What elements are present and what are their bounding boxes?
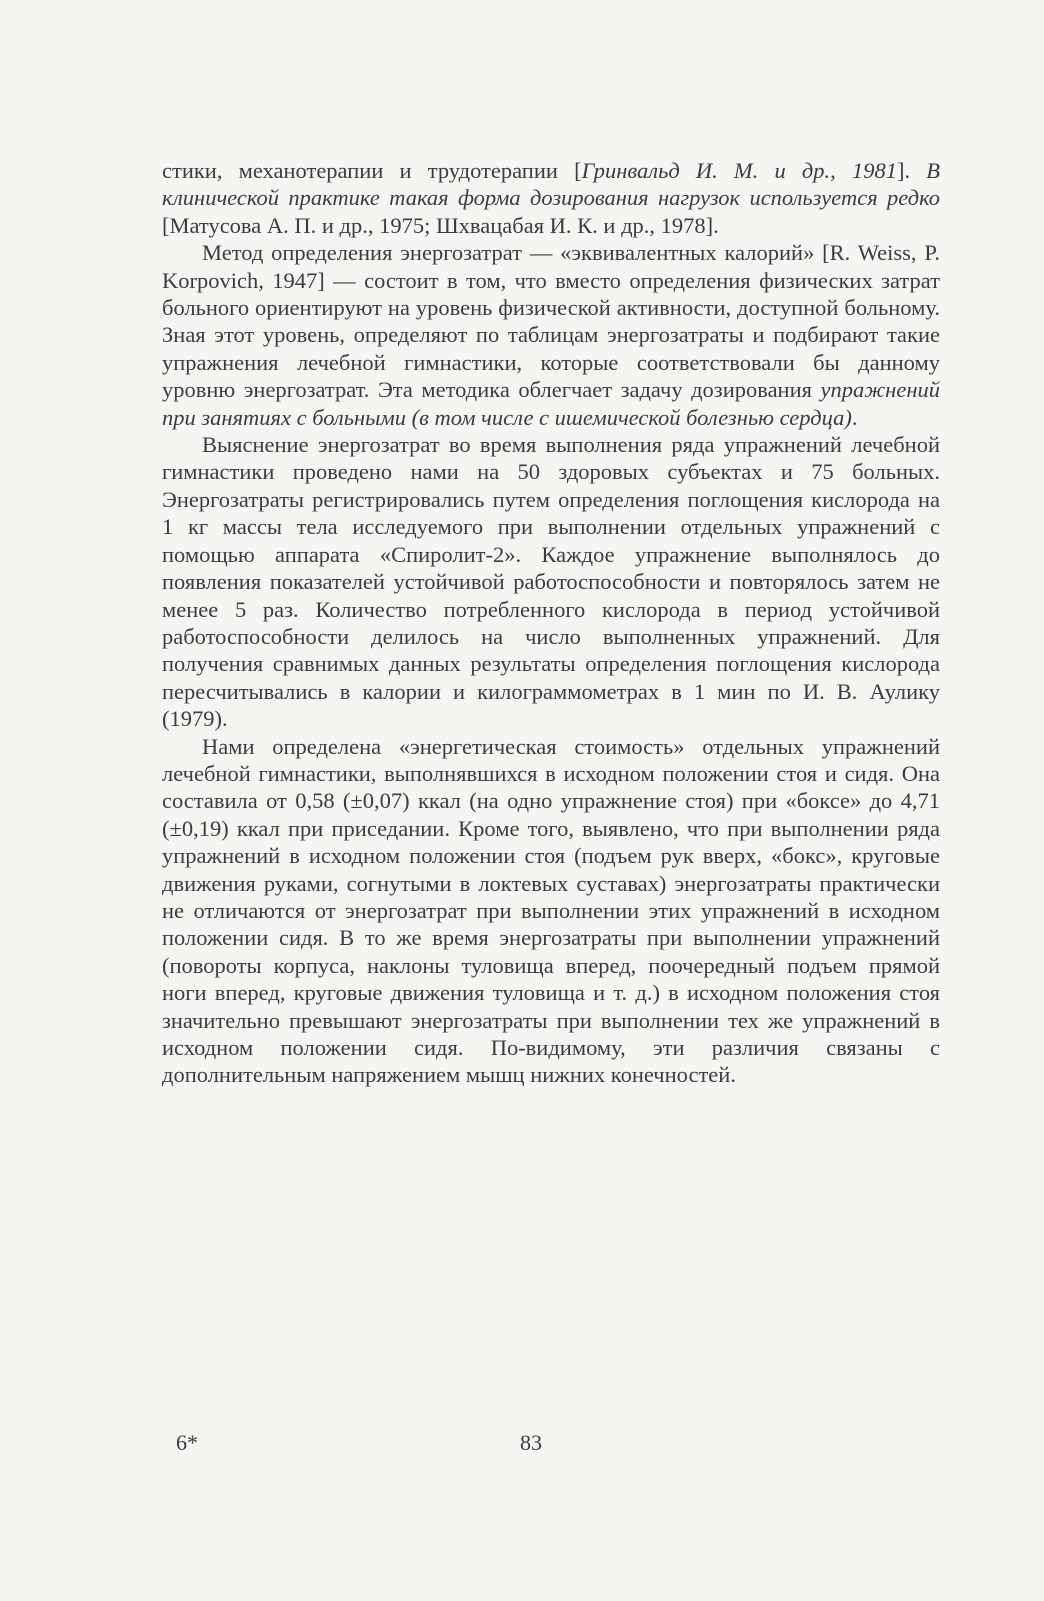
paragraph-2 <box>162 239 940 431</box>
signature-mark: 6* <box>176 1430 198 1455</box>
citation-italic: Гринвальд И. М. и др., 1981 <box>581 158 897 183</box>
text-segment: Выяснение энергозатрат во время выполнения ряда упражнений лечебной гимнастики проведено нами на 50 здоровых субъектах и 75 больных. Энергозатраты регистрировались путем определения поглощения кислорода на 1 кг массы тела исследуемого при выполнении отдельных упражнений с помощью аппарата «Спиролит-2». Каждое упражнение выполнялось до появления показателей устойчивой работоспособности и повторялось затем не менее 5 раз. Количество потребленного кислорода в период устойчивой работоспособности делилось на число выполненных упражнений. Для получения сравнимых данных результаты определения поглощения кислорода пересчитывались в калории и килограммометрах в 1 мин по И. В. Аулику (1979). <box>162 432 940 732</box>
text-segment: ]. <box>896 158 927 183</box>
text-segment: Метод определения энергозатрат — «эквивалентных калорий» [R. Weiss, P. Korpovich, 1947] — состоит в том, что вместо определения физических затрат больного ориентируют на уровень физической активности, доступной больному. Зная этот уровень, определяют по таблицам энергозатраты и подбирают такие упражнения лечебной гимнастики, которые соответствовали бы данному уровню энергозатрат. Эта методика облегчает задачу дозирования <box>162 240 940 403</box>
paragraph-1 <box>162 157 940 239</box>
text-segment-italic: упражнений при занятиях с больными (в том числе с ишемической болезнью сердца) <box>162 377 940 430</box>
page-number: 83 <box>520 1430 542 1455</box>
paragraph-4 <box>162 733 940 1089</box>
text-segment: Нами определена «энергетическая стоимость» отдельных упражнений лечебной гимнастики, выполнявшихся в исходном положении стоя и сидя. Она составила от 0,58 (±0,07) ккал (на одно упражнение стоя) при «боксе» до 4,71 (±0,19) ккал при приседании. Кроме того, выявлено, что при выполнении ряда упражнений в исходном положении стоя (подъем рук вверх, «бокс», круговые движения руками, согнутыми в локтевых суставах) энергозатраты практически не отличаются от энергозатрат при выполнении этих упражнений в исходном положении сидя. В то же время энергозатраты при выполнении упражнений (повороты корпуса, наклоны туловища вперед, поочередный подъем прямой ноги вперед, круговые движения туловища и т. д.) в исходном положения стоя значительно превышают энергозатраты при выполнении тех же упражнений в исходном положении сидя. По-видимому, эти различия связаны с дополнительным напряжением мышц нижних конечностей. <box>162 733 940 1088</box>
paragraph-3 <box>162 431 940 732</box>
text-segment: . <box>851 404 858 430</box>
text-segment: [Матусова А. П. и др., 1975; Шхвацабая И. К. и др., 1978]. <box>162 212 719 238</box>
text-segment-italic: В клинической практике такая форма дозирования нагрузок используется редко <box>162 158 940 211</box>
page-body <box>162 157 940 1089</box>
text-segment: стики, механотерапии и трудотерапии [ <box>162 158 582 183</box>
page-footer <box>162 1430 940 1460</box>
